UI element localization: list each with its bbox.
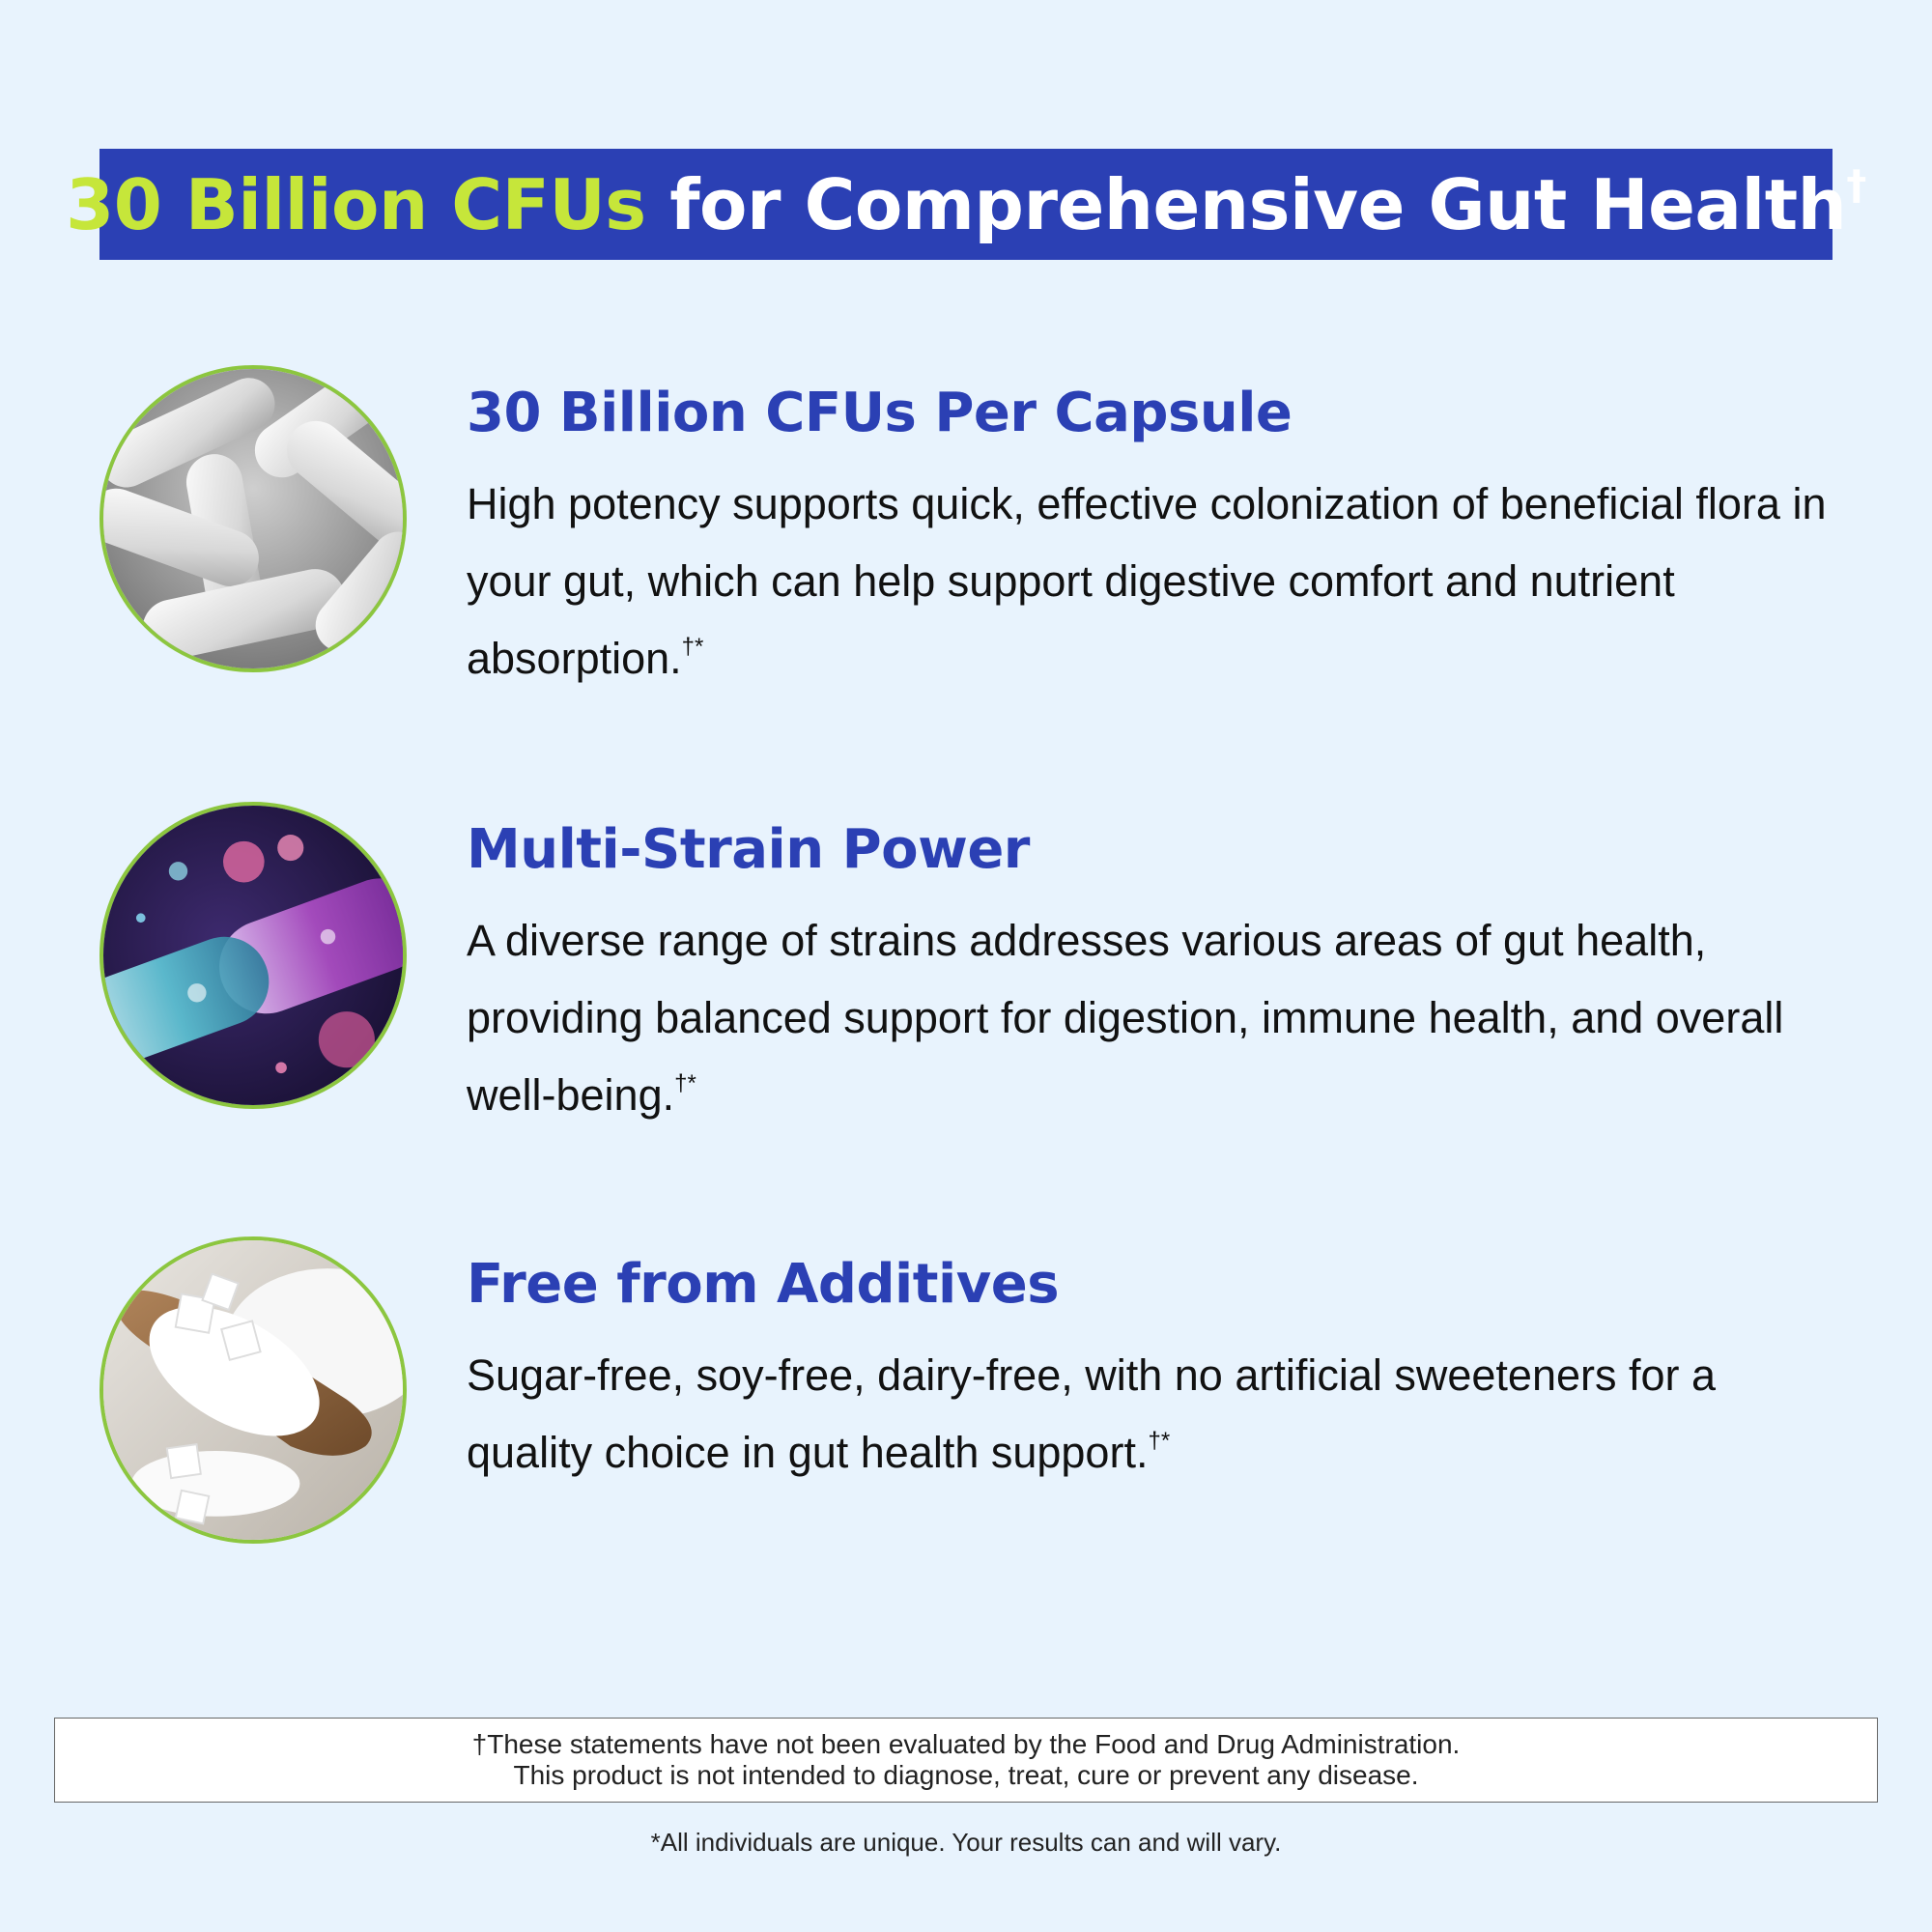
feature-title: 30 Billion CFUs Per Capsule <box>467 382 1293 444</box>
feature-additive-free <box>99 1236 1838 1555</box>
feature-body <box>467 902 1838 1134</box>
feature-body <box>467 466 1838 697</box>
banner-title-highlight: 30 Billion CFUs <box>66 163 646 245</box>
microbiome-strains-icon <box>99 802 407 1109</box>
feature-body-text: A diverse range of strains addresses various areas of gut health, providing balanced support for digestion, immune health, and overall well-being. <box>467 916 1784 1120</box>
fda-disclaimer-line-1: †These statements have not been evaluated by the Food and Drug Administration. <box>471 1729 1461 1759</box>
feature-body-text: Sugar-free, soy-free, dairy-free, with no artificial sweeteners for a quality choice in gut health support. <box>467 1350 1717 1477</box>
banner-title-rest: for Comprehensive Gut Health <box>645 163 1847 245</box>
header-banner <box>66 149 1866 260</box>
fda-disclaimer-box <box>54 1718 1878 1803</box>
banner-title-dagger: † <box>1846 160 1866 209</box>
bacteria-closeup-icon <box>99 365 407 672</box>
results-footnote: *All individuals are unique. Your results can and will vary. <box>650 1828 1282 1857</box>
feature-multi-strain <box>99 802 1838 1121</box>
feature-potency <box>99 365 1838 684</box>
feature-body-footnote-mark: †* <box>1148 1428 1171 1454</box>
feature-text <box>467 802 1838 1134</box>
feature-text <box>467 1236 1838 1492</box>
feature-body <box>467 1337 1838 1492</box>
banner-title <box>66 160 1866 245</box>
feature-title: Multi-Strain Power <box>467 818 1030 881</box>
sugar-spoon-icon <box>99 1236 407 1544</box>
feature-body-footnote-mark: †* <box>681 634 704 660</box>
fda-disclaimer-line-2: This product is not intended to diagnose, treat, cure or prevent any disease. <box>513 1760 1419 1790</box>
feature-title: Free from Additives <box>467 1253 1060 1316</box>
feature-body-footnote-mark: †* <box>674 1070 696 1096</box>
feature-text <box>467 365 1838 697</box>
feature-body-text: High potency supports quick, effective colonization of beneficial flora in your gut, which can help support digestive comfort and nutrient absorption. <box>467 479 1827 683</box>
